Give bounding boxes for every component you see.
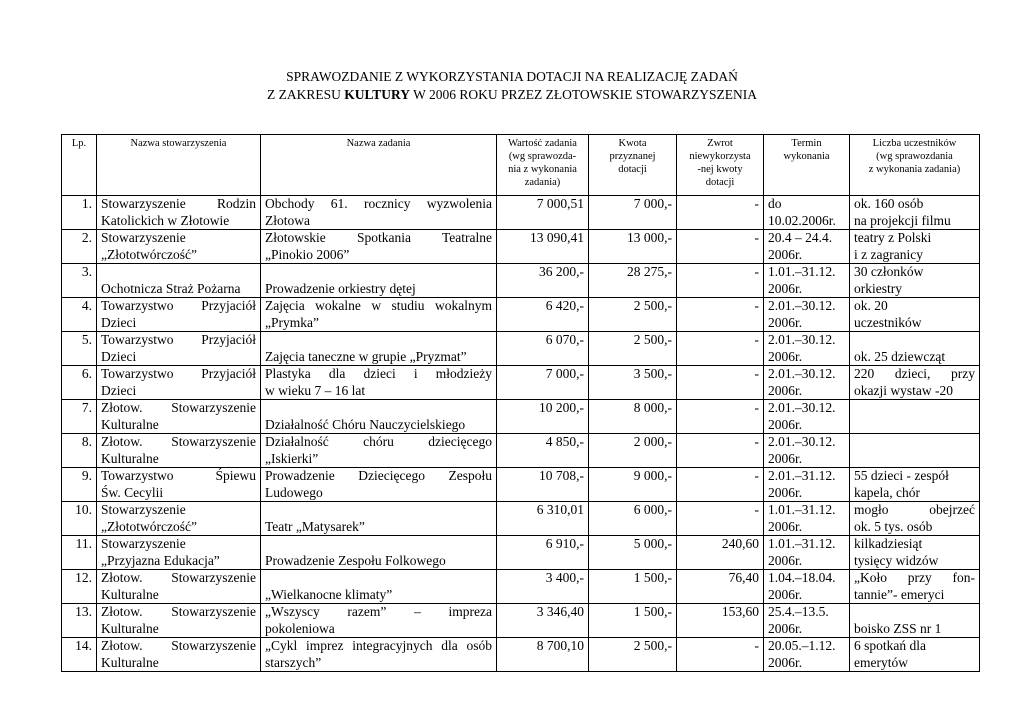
cell-task xyxy=(261,536,497,570)
cell-line: 6 spotkań dla xyxy=(854,638,926,653)
cell-return: - xyxy=(677,638,764,672)
cell-lp: 4. xyxy=(62,298,97,332)
cell-line: „Koło przy fon- xyxy=(854,570,975,585)
cell-line: orkiestry xyxy=(854,280,902,296)
cell-line: tannie”- emeryci xyxy=(854,586,945,602)
cell-term xyxy=(764,264,850,298)
cell-participants xyxy=(850,230,980,264)
cell-participants xyxy=(850,536,980,570)
cell-term xyxy=(764,332,850,366)
header-amount xyxy=(589,135,677,196)
cell-organization xyxy=(97,434,261,468)
cell-line: Kulturalne xyxy=(101,416,159,432)
cell-task xyxy=(261,604,497,638)
cell-participants xyxy=(850,468,980,502)
cell-value: 8 700,10 xyxy=(497,638,589,672)
cell-lp: 6. xyxy=(62,366,97,400)
cell-amount: 6 000,- xyxy=(589,502,677,536)
cell-amount: 8 000,- xyxy=(589,400,677,434)
cell-task xyxy=(261,400,497,434)
cell-line: Ludowego xyxy=(265,484,323,500)
cell-value: 6 070,- xyxy=(497,332,589,366)
cell-return: - xyxy=(677,502,764,536)
cell-lp: 14. xyxy=(62,638,97,672)
cell-line: 2006r. xyxy=(768,552,803,568)
cell-value: 13 090,41 xyxy=(497,230,589,264)
header-line: dotacji xyxy=(618,164,647,175)
cell-line: Złotow. Stowarzyszenie xyxy=(101,434,256,449)
cell-line: Złotow. Stowarzyszenie xyxy=(101,604,256,619)
cell-task xyxy=(261,332,497,366)
cell-line: 20.4 – 24.4. xyxy=(768,230,833,245)
cell-term xyxy=(764,468,850,502)
cell-line xyxy=(854,332,975,349)
table-row xyxy=(62,638,980,672)
cell-value: 6 420,- xyxy=(497,298,589,332)
table-row xyxy=(62,298,980,332)
cell-line: Stowarzyszenie xyxy=(101,230,186,245)
cell-value: 7 000,- xyxy=(497,366,589,400)
cell-line: „Wielkanocne klimaty” xyxy=(265,586,393,602)
header-organization: Nazwa stowarzyszenia xyxy=(97,135,261,196)
cell-line: Towarzystwo Przyjaciół xyxy=(101,298,256,313)
cell-line: 220 dzieci, przy xyxy=(854,366,975,381)
cell-line: 1.01.–31.12. xyxy=(768,264,836,279)
header-term xyxy=(764,135,850,196)
cell-organization xyxy=(97,638,261,672)
table-row xyxy=(62,502,980,536)
header-line: nia z wykonania xyxy=(508,164,577,175)
cell-line: boisko ZSS nr 1 xyxy=(854,620,942,636)
cell-lp: 12. xyxy=(62,570,97,604)
cell-amount: 3 500,- xyxy=(589,366,677,400)
cell-value: 3 346,40 xyxy=(497,604,589,638)
cell-return: - xyxy=(677,264,764,298)
cell-value: 7 000,51 xyxy=(497,196,589,230)
cell-task xyxy=(261,468,497,502)
cell-value: 4 850,- xyxy=(497,434,589,468)
cell-line: do xyxy=(768,196,782,211)
header-task: Nazwa zadania xyxy=(261,135,497,196)
title-prefix: Z ZAKRESU xyxy=(266,87,345,102)
table-row xyxy=(62,196,980,230)
cell-line: 2006r. xyxy=(768,620,803,636)
cell-line: 2.01.–30.12. xyxy=(768,298,836,313)
cell-participants xyxy=(850,264,980,298)
cell-participants xyxy=(850,332,980,366)
cell-line: 2006r. xyxy=(768,280,803,296)
cell-line: tysięcy widzów xyxy=(854,552,939,568)
cell-organization xyxy=(97,536,261,570)
cell-line: ok. 25 dziewcząt xyxy=(854,348,946,364)
header-value xyxy=(497,135,589,196)
cell-line xyxy=(265,570,492,587)
header-line: -nej kwoty xyxy=(697,164,743,175)
cell-lp: 10. xyxy=(62,502,97,536)
cell-term xyxy=(764,230,850,264)
header-participants xyxy=(850,135,980,196)
cell-line: 1.01.–31.12. xyxy=(768,536,836,551)
cell-participants xyxy=(850,400,980,434)
cell-line: „Złototwórczość” xyxy=(101,246,197,262)
cell-return: - xyxy=(677,400,764,434)
cell-line: 2006r. xyxy=(768,518,803,534)
cell-line: Stowarzyszenie xyxy=(101,536,186,551)
cell-line: Teatr „Matysarek” xyxy=(265,518,365,534)
header-line: Termin xyxy=(791,138,822,149)
cell-line: Kulturalne xyxy=(101,654,159,670)
cell-line: ok. 5 tys. osób xyxy=(854,518,933,534)
cell-task xyxy=(261,298,497,332)
cell-return: - xyxy=(677,230,764,264)
cell-return: - xyxy=(677,366,764,400)
cell-line: 2006r. xyxy=(768,586,803,602)
cell-line xyxy=(265,536,492,553)
header-line: wykonania xyxy=(783,151,830,162)
cell-value: 6 910,- xyxy=(497,536,589,570)
cell-organization xyxy=(97,570,261,604)
cell-line xyxy=(265,400,492,417)
cell-line: 2.01.–30.12. xyxy=(768,366,836,381)
cell-term xyxy=(764,604,850,638)
cell-amount: 1 500,- xyxy=(589,570,677,604)
cell-line: emerytów xyxy=(854,654,908,670)
cell-return: 153,60 xyxy=(677,604,764,638)
table-row xyxy=(62,536,980,570)
cell-lp: 2. xyxy=(62,230,97,264)
cell-line: w wieku 7 – 16 lat xyxy=(265,382,366,398)
cell-term xyxy=(764,400,850,434)
cell-line: Dzieci xyxy=(101,348,137,364)
cell-line: Złotow. Stowarzyszenie xyxy=(101,638,256,653)
cell-line: teatry z Polski xyxy=(854,230,932,245)
table-row xyxy=(62,264,980,298)
cell-line: Prowadzenie orkiestry dętej xyxy=(265,280,416,296)
cell-return: - xyxy=(677,468,764,502)
cell-lp: 3. xyxy=(62,264,97,298)
header-line: Zwrot xyxy=(707,138,733,149)
cell-line: Kulturalne xyxy=(101,586,159,602)
cell-lp: 8. xyxy=(62,434,97,468)
header-line: (wg sprawozda- xyxy=(508,151,577,162)
cell-lp: 9. xyxy=(62,468,97,502)
cell-line: ok. 20 xyxy=(854,298,888,313)
cell-line: 2.01.–31.12. xyxy=(768,468,836,483)
cell-line: kilkadziesiąt xyxy=(854,536,923,551)
header-line: zadania) xyxy=(524,177,561,188)
cell-line: Obchody 61. rocznicy wyzwolenia xyxy=(265,196,492,211)
cell-line: „Złototwórczość” xyxy=(101,518,197,534)
cell-line: Stowarzyszenie Rodzin xyxy=(101,196,256,211)
cell-line: na projekcji filmu xyxy=(854,212,951,228)
cell-task xyxy=(261,366,497,400)
cell-line: Ochotnicza Straż Pożarna xyxy=(101,280,241,296)
table-body xyxy=(62,196,980,672)
header-line: (wg sprawozdania xyxy=(876,151,953,162)
cell-organization xyxy=(97,502,261,536)
cell-task xyxy=(261,434,497,468)
cell-line: Kulturalne xyxy=(101,450,159,466)
cell-line: Św. Cecylii xyxy=(101,484,164,500)
cell-line: 2006r. xyxy=(768,484,803,500)
cell-return: - xyxy=(677,434,764,468)
cell-organization xyxy=(97,604,261,638)
cell-value: 36 200,- xyxy=(497,264,589,298)
cell-line: i z zagranicy xyxy=(854,246,923,262)
cell-line: mogło obejrzeć xyxy=(854,502,975,517)
cell-line xyxy=(854,400,975,417)
cell-line: 2006r. xyxy=(768,450,803,466)
cell-return: 76,40 xyxy=(677,570,764,604)
cell-line: Towarzystwo Przyjaciół xyxy=(101,366,256,381)
cell-line: 2006r. xyxy=(768,246,803,262)
report-title-line-2 xyxy=(0,86,1024,104)
cell-lp: 13. xyxy=(62,604,97,638)
cell-organization xyxy=(97,468,261,502)
cell-line: starszych” xyxy=(265,654,322,670)
cell-line: Katolickich w Złotowie xyxy=(101,212,230,228)
cell-line: 20.05.–1.12. xyxy=(768,638,836,653)
cell-line: Działalność Chóru Nauczycielskiego xyxy=(265,416,466,432)
cell-value: 6 310,01 xyxy=(497,502,589,536)
cell-organization xyxy=(97,400,261,434)
cell-task xyxy=(261,264,497,298)
cell-line: 2.01.–30.12. xyxy=(768,400,836,415)
report-table xyxy=(61,134,980,672)
cell-amount: 13 000,- xyxy=(589,230,677,264)
cell-line xyxy=(854,604,975,621)
cell-line xyxy=(265,502,492,519)
cell-line: Towarzystwo Śpiewu xyxy=(101,468,256,483)
cell-amount: 28 275,- xyxy=(589,264,677,298)
header-return xyxy=(677,135,764,196)
cell-lp: 1. xyxy=(62,196,97,230)
cell-term xyxy=(764,536,850,570)
cell-term xyxy=(764,298,850,332)
cell-return: - xyxy=(677,332,764,366)
cell-line: 30 członków xyxy=(854,264,924,279)
cell-line: Dzieci xyxy=(101,382,137,398)
table-row xyxy=(62,230,980,264)
cell-participants xyxy=(850,434,980,468)
cell-organization xyxy=(97,298,261,332)
cell-participants xyxy=(850,298,980,332)
cell-line xyxy=(854,417,975,434)
cell-line: „Wszyscy razem” – impreza xyxy=(265,604,492,619)
cell-term xyxy=(764,638,850,672)
cell-line xyxy=(854,451,975,468)
cell-line: okazji wystaw -20 xyxy=(854,382,953,398)
table-row xyxy=(62,400,980,434)
cell-line: Działalność chóru dziecięcego xyxy=(265,434,492,449)
cell-task xyxy=(261,570,497,604)
header-line: Liczba uczestników xyxy=(872,138,957,149)
cell-term xyxy=(764,570,850,604)
cell-line: Dzieci xyxy=(101,314,137,330)
cell-term xyxy=(764,366,850,400)
cell-amount: 1 500,- xyxy=(589,604,677,638)
cell-participants xyxy=(850,570,980,604)
cell-line xyxy=(854,434,975,451)
cell-line: 10.02.2006r. xyxy=(768,212,836,228)
cell-line: ok. 160 osób xyxy=(854,196,924,211)
cell-line: pokoleniowa xyxy=(265,620,335,636)
cell-participants xyxy=(850,604,980,638)
cell-return: - xyxy=(677,298,764,332)
header-line: przyznanej xyxy=(609,151,656,162)
table-row xyxy=(62,604,980,638)
cell-organization xyxy=(97,196,261,230)
cell-amount: 7 000,- xyxy=(589,196,677,230)
cell-line: „Przyjazna Edukacja” xyxy=(101,552,220,568)
cell-line: „Cykl imprez integracyjnych dla osób xyxy=(265,638,492,653)
cell-task xyxy=(261,196,497,230)
report-title-line-1: SPRAWOZDANIE Z WYKORZYSTANIA DOTACJI NA REALIZACJĘ ZADAŃ xyxy=(286,69,738,84)
cell-term xyxy=(764,434,850,468)
cell-amount: 9 000,- xyxy=(589,468,677,502)
cell-return: 240,60 xyxy=(677,536,764,570)
cell-line: „Pinokio 2006” xyxy=(265,246,350,262)
cell-participants xyxy=(850,366,980,400)
header-line: niewykorzysta xyxy=(689,151,751,162)
table-row xyxy=(62,366,980,400)
cell-organization xyxy=(97,230,261,264)
cell-task xyxy=(261,230,497,264)
cell-participants xyxy=(850,638,980,672)
header-line: z wykonania zadania) xyxy=(868,164,961,175)
cell-line: 2.01.–30.12. xyxy=(768,332,836,347)
cell-line: 1.01.–31.12. xyxy=(768,502,836,517)
cell-task xyxy=(261,502,497,536)
cell-lp: 11. xyxy=(62,536,97,570)
cell-line: Towarzystwo Przyjaciół xyxy=(101,332,256,347)
cell-line: 2006r. xyxy=(768,416,803,432)
cell-participants xyxy=(850,196,980,230)
title-suffix: W 2006 ROKU PRZEZ ZŁOTOWSKIE STOWARZYSZENIA xyxy=(410,87,758,102)
cell-line: Złotow. Stowarzyszenie xyxy=(101,570,256,585)
cell-value: 10 200,- xyxy=(497,400,589,434)
cell-line: Złotowskie Spotkania Teatralne xyxy=(265,230,492,245)
header-line: dotacji xyxy=(705,177,735,188)
cell-line xyxy=(265,264,492,281)
cell-lp: 7. xyxy=(62,400,97,434)
cell-line: 2.01.–30.12. xyxy=(768,434,836,449)
cell-line: Zajęcia taneczne w grupie „Pryzmat” xyxy=(265,348,467,364)
cell-line: Stowarzyszenie xyxy=(101,502,186,517)
cell-line: Zajęcia wokalne w studiu wokalnym xyxy=(265,298,492,313)
cell-amount: 2 500,- xyxy=(589,638,677,672)
cell-value: 10 708,- xyxy=(497,468,589,502)
header-line: Wartość zadania xyxy=(508,138,577,149)
cell-organization xyxy=(97,332,261,366)
cell-line: Prowadzenie Zespołu Folkowego xyxy=(265,552,446,568)
cell-line xyxy=(101,264,256,281)
cell-line: Złotow. Stowarzyszenie xyxy=(101,400,256,415)
cell-amount: 2 000,- xyxy=(589,434,677,468)
table-row xyxy=(62,468,980,502)
table-row xyxy=(62,332,980,366)
table-row xyxy=(62,434,980,468)
cell-return: - xyxy=(677,196,764,230)
cell-line xyxy=(265,332,492,349)
cell-organization xyxy=(97,366,261,400)
table-header-row xyxy=(62,135,980,196)
cell-line: „Prymka” xyxy=(265,314,319,330)
header-line: Kwota xyxy=(618,138,647,149)
cell-participants xyxy=(850,502,980,536)
cell-line: 2006r. xyxy=(768,382,803,398)
table-row xyxy=(62,570,980,604)
cell-line: 2006r. xyxy=(768,314,803,330)
cell-line: „Iskierki” xyxy=(265,450,319,466)
cell-task xyxy=(261,638,497,672)
cell-line: 1.04.–18.04. xyxy=(768,570,836,585)
header-lp: Lp. xyxy=(62,135,97,196)
cell-line: 25.4.–13.5. xyxy=(768,604,829,619)
cell-line: 2006r. xyxy=(768,654,803,670)
title-bold-word: KULTURY xyxy=(344,87,411,102)
cell-value: 3 400,- xyxy=(497,570,589,604)
cell-term xyxy=(764,502,850,536)
cell-line: 2006r. xyxy=(768,348,803,364)
cell-line: kapela, chór xyxy=(854,484,920,500)
cell-line: Kulturalne xyxy=(101,620,159,636)
cell-amount: 2 500,- xyxy=(589,332,677,366)
cell-lp: 5. xyxy=(62,332,97,366)
cell-term xyxy=(764,196,850,230)
cell-line: uczestników xyxy=(854,314,922,330)
cell-line: Złotowa xyxy=(265,212,310,228)
cell-line: 55 dzieci - zespół xyxy=(854,468,949,483)
cell-line: Plastyka dla dzieci i młodzieży xyxy=(265,366,492,381)
cell-line: Prowadzenie Dziecięcego Zespołu xyxy=(265,468,492,483)
cell-organization xyxy=(97,264,261,298)
cell-amount: 5 000,- xyxy=(589,536,677,570)
cell-amount: 2 500,- xyxy=(589,298,677,332)
